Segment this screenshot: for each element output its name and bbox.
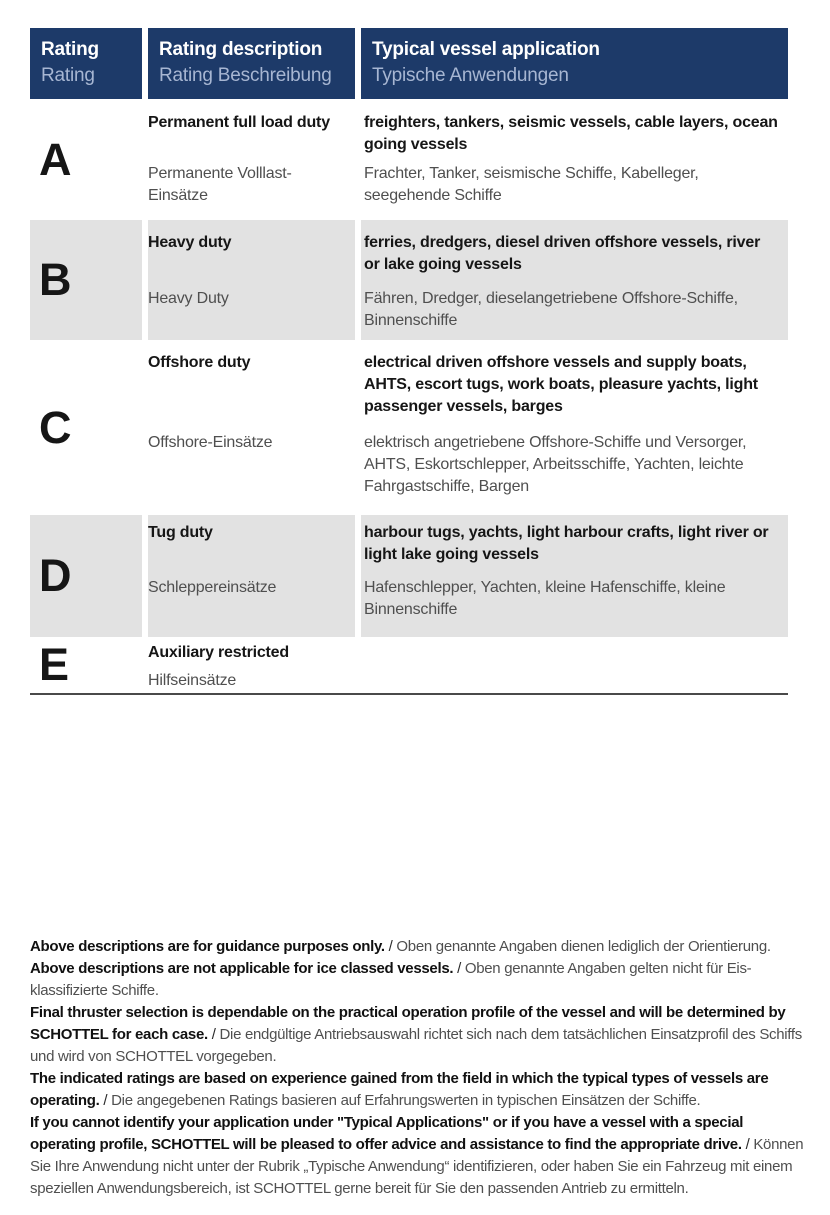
rating-letter: A — [39, 133, 71, 185]
note-separator: / — [207, 1026, 220, 1043]
table-row — [30, 340, 788, 515]
rating-letter: C — [39, 401, 71, 453]
application-de: elektrisch angetriebene Offshore-Schiffe und Versorger, AHTS, Eskortschlepper, Arbeitsschiffe, Yachten, leichte Fahrgastschiffe, Bargen — [364, 434, 747, 495]
description-de: Offshore-Einsätze — [148, 434, 273, 451]
application-de-cell — [361, 432, 788, 515]
note-paragraph — [30, 1068, 804, 1112]
note-separator: / — [384, 938, 397, 955]
note-separator: / — [453, 960, 465, 977]
description-de-cell — [148, 288, 355, 340]
application-en-cell — [361, 637, 788, 670]
header-cell-description — [148, 28, 355, 99]
description-de: Schleppereinsätze — [148, 579, 277, 596]
header-rating-en: Rating — [41, 39, 99, 60]
rating-letter: B — [39, 254, 71, 305]
rating-table — [30, 28, 788, 695]
rating-cell — [30, 99, 142, 220]
note-paragraph — [30, 958, 804, 1002]
note-en: Final thruster selection is dependable on the practical operation profile of the vessel and will be determined by SCHOTTEL for each case. — [30, 1004, 786, 1043]
application-de: Frachter, Tanker, seismische Schiffe, Kabelleger, seegehende Schiffe — [364, 165, 699, 204]
rating-letter: D — [39, 550, 71, 601]
application-de-cell — [361, 670, 788, 693]
application-de-cell — [361, 163, 788, 220]
description-en: Offshore duty — [148, 354, 251, 371]
rating-cell — [30, 515, 142, 637]
description-en-cell — [148, 515, 355, 577]
note-en: Above descriptions are for guidance purposes only. — [30, 938, 385, 955]
rating-cell — [30, 637, 142, 693]
rating-cell — [30, 220, 142, 340]
application-de-cell — [361, 288, 788, 340]
application-en-cell — [361, 340, 788, 432]
note-paragraph — [30, 936, 804, 958]
header-rating-de: Rating — [41, 65, 95, 86]
header-description-en: Rating description — [159, 39, 323, 60]
description-en: Tug duty — [148, 524, 213, 541]
note-en: If you cannot identify your application under "Typical Applications" or if you have a vessel with a special operating profile, SCHOTTEL will be pleased to offer advice and assistance to find the appropriate drive. — [30, 1114, 744, 1153]
header-description-de: Rating Beschreibung — [159, 65, 332, 86]
description-en-cell — [148, 220, 355, 288]
description-en-cell — [148, 99, 355, 163]
description-en: Permanent full load duty — [148, 114, 330, 131]
note-de: Können Sie Ihre Anwendung nicht unter der Rubrik „Typische Anwendung“ identifizieren, oder haben Sie ein Fahrzeug mit einem speziellen Anwendungsbereich, ist SCHOTTEL gerne bereit für Sie den passenden Antrieb zu ermitteln. — [30, 1136, 804, 1197]
application-de: Hafenschlepper, Yachten, kleine Hafenschiffe, kleine Binnenschiffe — [364, 579, 726, 618]
footnotes — [30, 936, 804, 1200]
application-en-cell — [361, 99, 788, 163]
note-en: The indicated ratings are based on experience gained from the field in which the typical types of vessels are operating. — [30, 1070, 769, 1109]
description-de-cell — [148, 577, 355, 637]
note-de: Die angegebenen Ratings basieren auf Erfahrungswerten in typischen Einsätzen der Schiffe. — [111, 1092, 701, 1109]
note-separator: / — [741, 1136, 754, 1153]
note-de: Oben genannte Angaben dienen lediglich der Orientierung. — [396, 938, 771, 955]
rating-letter: E — [39, 639, 69, 690]
table-row — [30, 515, 788, 637]
rating-cell — [30, 340, 142, 515]
application-de: Fähren, Dredger, dieselangetriebene Offshore-Schiffe, Binnenschiffe — [364, 290, 738, 329]
application-en: electrical driven offshore vessels and supply boats, AHTS, escort tugs, work boats, pleasure yachts, light passenger vessels, barges — [364, 354, 758, 415]
application-en: freighters, tankers, seismic vessels, cable layers, ocean going vessels — [364, 114, 778, 153]
description-de: Permanente Volllast-Einsätze — [148, 165, 292, 204]
application-en-cell — [361, 220, 788, 288]
header-cell-rating — [30, 28, 142, 99]
description-en-cell — [148, 340, 355, 432]
description-en-cell — [148, 637, 355, 670]
table-row — [30, 99, 788, 220]
header-cell-application — [361, 28, 788, 99]
note-en: Above descriptions are not applicable for ice classed vessels. — [30, 960, 454, 977]
header-application-de: Typische Anwendungen — [372, 65, 569, 86]
note-de: Die endgültige Antriebsauswahl richtet sich nach dem tatsächlichen Einsatzprofil des Schiffs und wird von SCHOTTEL vorgegeben. — [30, 1026, 802, 1065]
header-application-en: Typical vessel application — [372, 39, 600, 60]
description-en: Auxiliary restricted — [148, 644, 289, 661]
note-paragraph — [30, 1112, 804, 1200]
note-separator: / — [99, 1092, 112, 1109]
description-de: Hilfseinsätze — [148, 672, 237, 689]
application-en-cell — [361, 515, 788, 577]
application-en: harbour tugs, yachts, light harbour crafts, light river or light lake going vessels — [364, 524, 769, 563]
note-de: Oben genannte Angaben gelten nicht für Eis-klassifizierte Schiffe. — [30, 960, 752, 999]
description-de-cell — [148, 670, 355, 693]
description-de-cell — [148, 432, 355, 515]
table-header-row — [30, 28, 788, 99]
table-row — [30, 637, 788, 695]
description-en: Heavy duty — [148, 234, 232, 251]
application-de-cell — [361, 577, 788, 637]
description-de: Heavy Duty — [148, 290, 229, 307]
note-paragraph — [30, 1002, 804, 1068]
application-en: ferries, dredgers, diesel driven offshore vessels, river or lake going vessels — [364, 234, 761, 273]
description-de-cell — [148, 163, 355, 220]
table-row — [30, 220, 788, 340]
